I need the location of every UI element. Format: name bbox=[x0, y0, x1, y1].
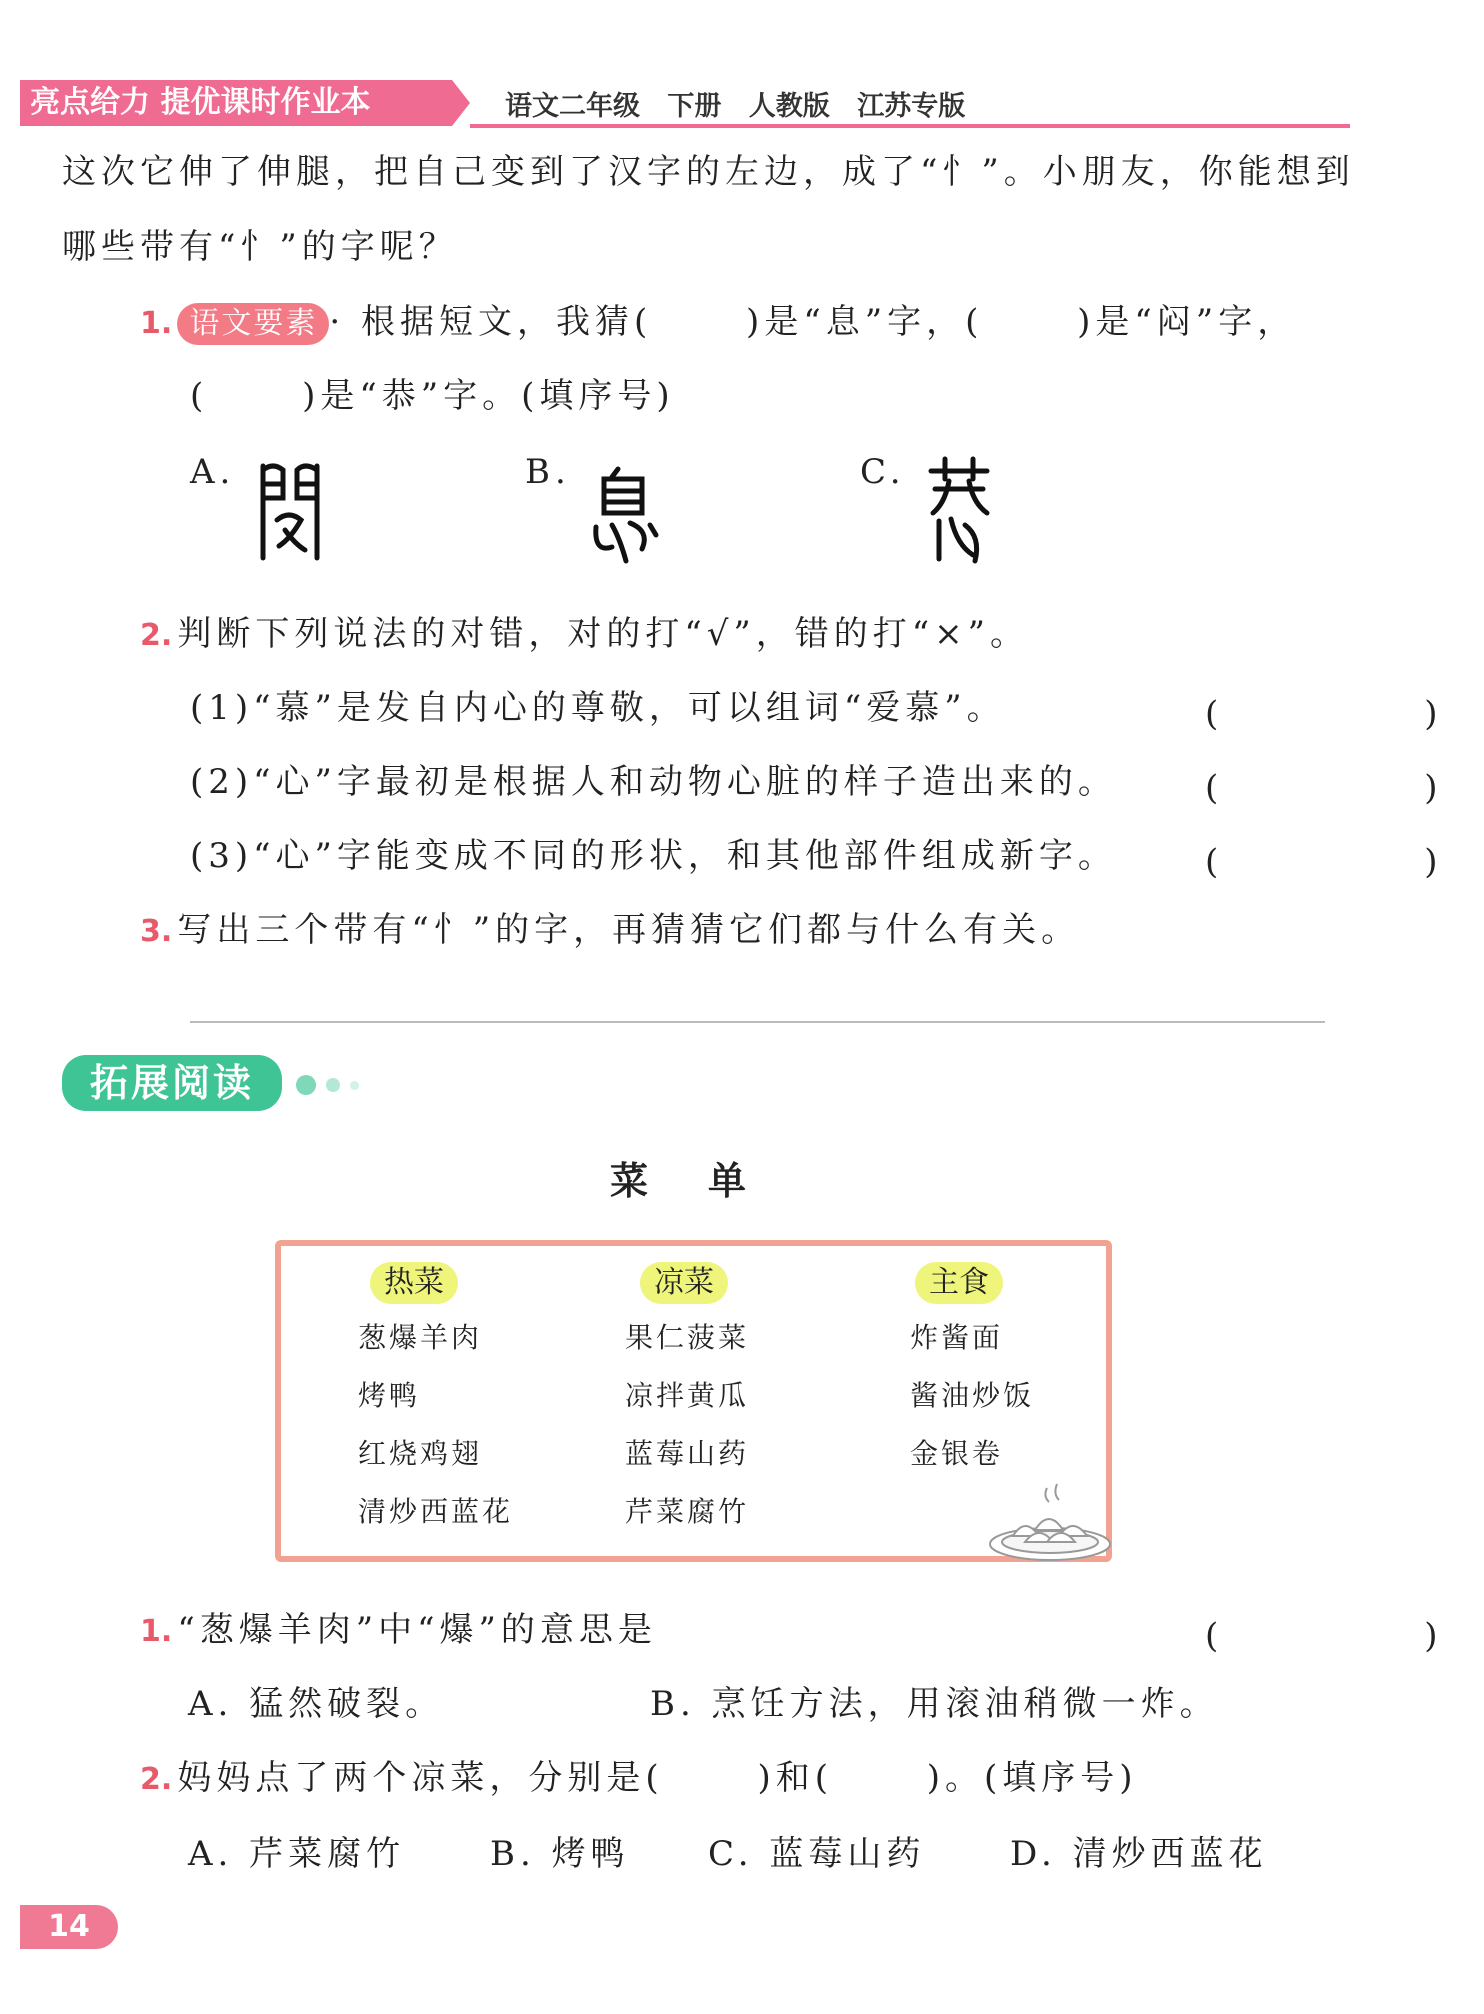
menu-dish: 果仁菠菜 bbox=[625, 1321, 750, 1354]
answer-blank[interactable]: ( ) bbox=[1205, 694, 1484, 734]
dumpling-plate-icon bbox=[985, 1478, 1115, 1568]
question-number: 3. bbox=[140, 914, 173, 949]
menu-column-hot bbox=[370, 1262, 458, 1304]
decor-dot bbox=[350, 1081, 359, 1090]
menu-category: 主食 bbox=[915, 1262, 1003, 1304]
answer-line[interactable] bbox=[190, 1021, 1325, 1023]
menu-dish: 烤鸭 bbox=[358, 1379, 421, 1412]
page-number: 14 bbox=[20, 1905, 118, 1949]
reading-question-1 bbox=[140, 1608, 657, 1652]
question-number: 2. bbox=[140, 618, 173, 653]
answer-blank[interactable]: ( ) bbox=[1205, 768, 1484, 808]
menu-category: 热菜 bbox=[370, 1262, 458, 1304]
menu-dish: 炸酱面 bbox=[910, 1321, 1004, 1354]
menu-dish: 葱爆羊肉 bbox=[358, 1321, 483, 1354]
reading-q2-option-a: A. 芹菜腐竹 bbox=[188, 1834, 406, 1874]
answer-blank[interactable]: ( ) bbox=[1205, 842, 1484, 882]
seal-glyph-xi-icon bbox=[590, 465, 660, 570]
seal-glyph-gong-icon bbox=[925, 455, 995, 570]
menu-dish: 金银卷 bbox=[910, 1437, 1004, 1470]
header-brand: 亮点给力 提优课时作业本 bbox=[30, 85, 371, 120]
reading-q1-option-a: A. 猛然破裂。 bbox=[188, 1684, 445, 1724]
menu-column-cold bbox=[640, 1262, 728, 1304]
option-c-label: C. bbox=[860, 452, 906, 492]
judge-item-2: (2)“心”字最初是根据人和动物心脏的样子造出来的。 bbox=[190, 762, 1117, 802]
reading-question-1-stem: “葱爆羊肉”中“爆”的意思是 bbox=[177, 1610, 657, 1650]
seal-glyph-men-icon bbox=[255, 458, 325, 568]
reading-question-2-stem: 妈妈点了两个凉菜，分别是( )和( )。(填序号) bbox=[177, 1758, 1138, 1798]
intro-line-2: 哪些带有“忄”的字呢？ bbox=[62, 227, 458, 267]
reading-q1-option-b: B. 烹饪方法，用滚油稍微一炸。 bbox=[650, 1684, 1219, 1724]
question-2 bbox=[140, 612, 1029, 656]
answer-blank[interactable]: ( ) bbox=[1205, 1616, 1484, 1656]
menu-dish: 蓝莓山药 bbox=[625, 1437, 750, 1470]
reading-q2-option-c: C. 蓝莓山药 bbox=[708, 1834, 926, 1874]
question-3-stem: 写出三个带有“忄”的字，再猜猜它们都与什么有关。 bbox=[177, 910, 1081, 950]
menu-dish: 酱油炒饭 bbox=[910, 1379, 1035, 1412]
decor-dot bbox=[326, 1078, 340, 1092]
decor-dot bbox=[296, 1075, 316, 1095]
menu-dish: 红烧鸡翅 bbox=[358, 1437, 483, 1470]
question-number: 2. bbox=[140, 1762, 173, 1797]
menu-category: 凉菜 bbox=[640, 1262, 728, 1304]
question-1-line-1: · 根据短文，我猜( )是“息”字，( )是“闷”字， bbox=[329, 302, 1297, 342]
question-number: 1. bbox=[140, 306, 173, 341]
menu-title: 菜单 bbox=[610, 1158, 807, 1203]
option-b-label: B. bbox=[525, 452, 571, 492]
question-3 bbox=[140, 908, 1080, 952]
yuwen-yaosu-tag: 语文要素 bbox=[177, 303, 329, 345]
judge-item-1: (1)“慕”是发自内心的尊敬，可以组词“爱慕”。 bbox=[190, 688, 1006, 728]
menu-dish: 清炒西蓝花 bbox=[358, 1495, 514, 1528]
section-badge: 拓展阅读 bbox=[62, 1055, 282, 1111]
intro-line-1: 这次它伸了伸腿，把自己变到了汉字的左边，成了“忄”。小朋友，你能想到 bbox=[62, 152, 1355, 192]
question-1 bbox=[140, 300, 1296, 345]
menu-column-staple bbox=[915, 1262, 1003, 1304]
reading-q2-option-b: B. 烤鸭 bbox=[490, 1834, 630, 1874]
header-book-info: 语文二年级 下册 人教版 江苏专版 bbox=[505, 91, 966, 122]
question-1-line-2: ( )是“恭”字。(填序号) bbox=[190, 376, 675, 416]
question-number: 1. bbox=[140, 1614, 173, 1649]
menu-dish: 凉拌黄瓜 bbox=[625, 1379, 750, 1412]
header-divider bbox=[470, 124, 1350, 128]
menu-dish: 芹菜腐竹 bbox=[625, 1495, 750, 1528]
option-a-label: A. bbox=[190, 452, 236, 492]
question-2-stem: 判断下列说法的对错，对的打“√”，错的打“×”。 bbox=[177, 614, 1030, 654]
judge-item-3: (3)“心”字能变成不同的形状，和其他部件组成新字。 bbox=[190, 836, 1117, 876]
reading-question-2 bbox=[140, 1756, 1138, 1800]
reading-q2-option-d: D. 清炒西蓝花 bbox=[1010, 1834, 1268, 1874]
